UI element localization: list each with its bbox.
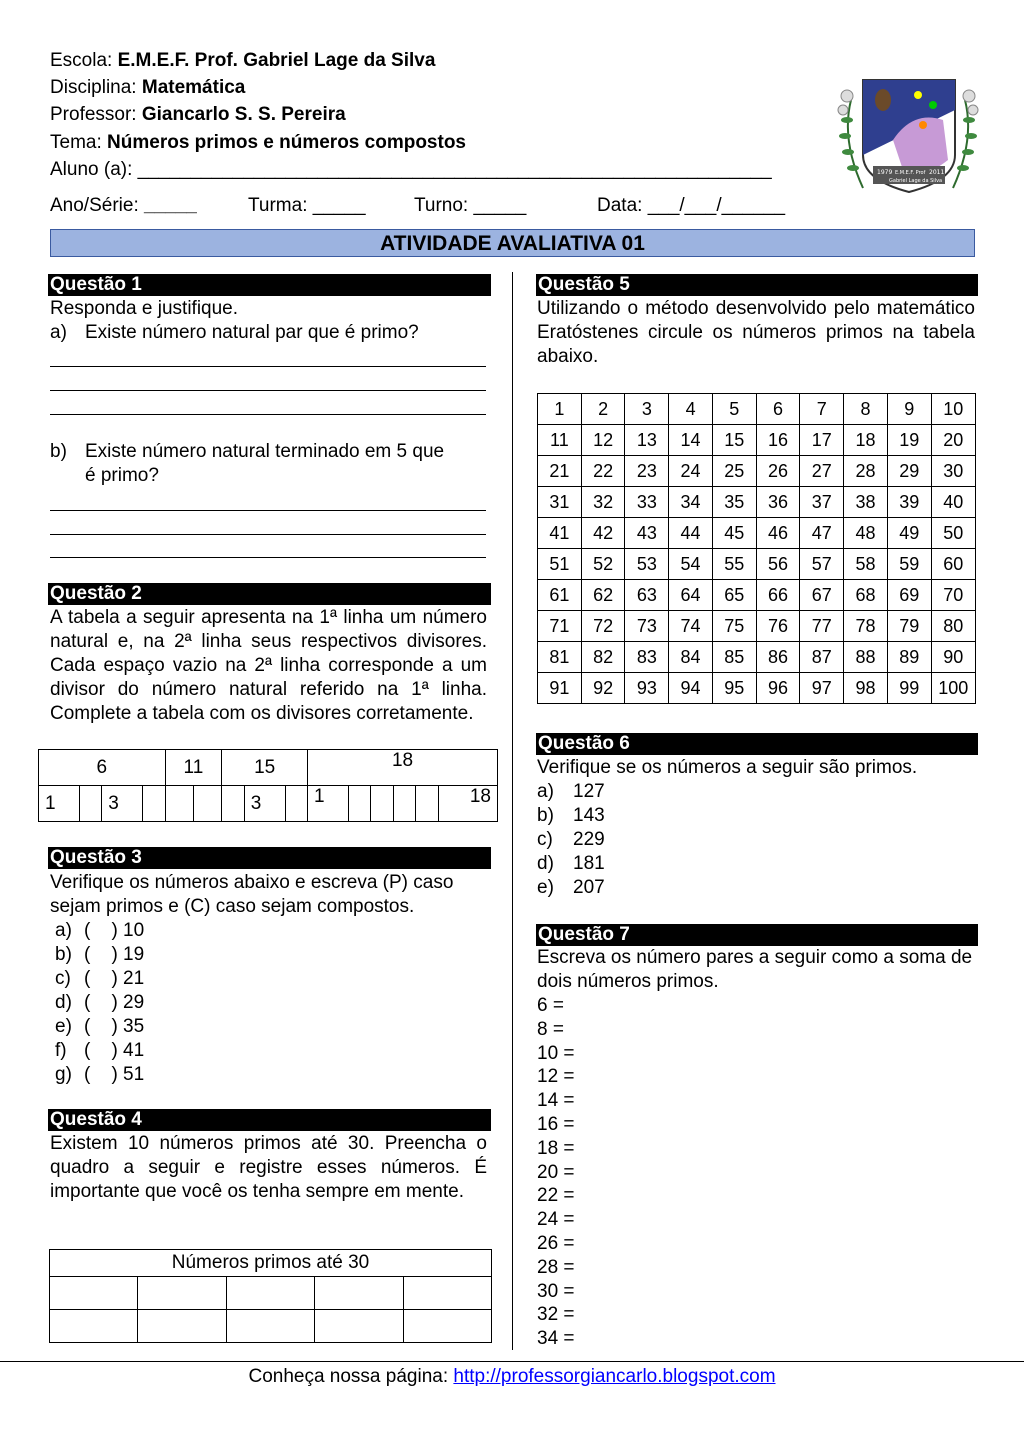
sieve-number[interactable]: 87: [800, 642, 844, 673]
table-cell[interactable]: [315, 1310, 403, 1343]
sieve-number[interactable]: 43: [625, 518, 669, 549]
sieve-number[interactable]: 93: [625, 673, 669, 704]
sieve-number[interactable]: 1: [538, 394, 582, 425]
sieve-number[interactable]: 4: [669, 394, 713, 425]
q6-item-value: 127: [573, 781, 605, 802]
table-cell: 6: [39, 750, 166, 786]
q3-item-value[interactable]: ( ) 51: [84, 1064, 145, 1085]
sieve-number[interactable]: 61: [538, 580, 582, 611]
q6-item-value: 207: [573, 877, 605, 898]
footer-divider: [0, 1361, 1024, 1362]
q5-heading: Questão 5: [536, 274, 978, 296]
sieve-number[interactable]: 69: [887, 580, 931, 611]
sieve-number[interactable]: 42: [581, 518, 625, 549]
sieve-number[interactable]: 96: [756, 673, 800, 704]
school-line: Escola: E.M.E.F. Prof. Gabriel Lage da Silva: [50, 50, 436, 71]
table-cell: 1: [39, 786, 80, 822]
primes-table-title: Números primos até 30: [50, 1250, 492, 1277]
q7-item[interactable]: 30 =: [537, 1280, 575, 1302]
sieve-number[interactable]: 32: [581, 487, 625, 518]
sieve-number[interactable]: 40: [931, 487, 975, 518]
sieve-number[interactable]: 65: [712, 580, 756, 611]
sieve-number[interactable]: 29: [887, 456, 931, 487]
sieve-number[interactable]: 59: [887, 549, 931, 580]
q7-item[interactable]: 8 =: [537, 1018, 564, 1040]
sieve-number[interactable]: 33: [625, 487, 669, 518]
table-cell[interactable]: [222, 786, 245, 822]
q7-item[interactable]: 32 =: [537, 1304, 575, 1326]
sieve-number[interactable]: 19: [887, 425, 931, 456]
q3-item-label: g): [55, 1064, 72, 1085]
sieve-number[interactable]: 73: [625, 611, 669, 642]
sieve-number[interactable]: 76: [756, 611, 800, 642]
q7-item[interactable]: 22 =: [537, 1185, 575, 1207]
page-title: ATIVIDADE AVALIATIVA 01: [50, 229, 975, 257]
q7-text: Escreva os número pares a seguir como a soma de dois números primos.: [537, 947, 973, 992]
sieve-number[interactable]: 24: [669, 456, 713, 487]
divisors-table: [38, 749, 498, 822]
sieve-number[interactable]: 80: [931, 611, 975, 642]
sieve-number[interactable]: 26: [756, 456, 800, 487]
sieve-number[interactable]: 86: [756, 642, 800, 673]
sieve-number[interactable]: 57: [800, 549, 844, 580]
sieve-number[interactable]: 98: [844, 673, 888, 704]
q3-item-value[interactable]: ( ) 29: [84, 992, 145, 1013]
q4-text: Existem 10 números primos até 30. Preencha o quadro a seguir e registre esses números. É importante que você os tenha sempre em mente.: [50, 1133, 487, 1202]
q6-item-label: d): [537, 853, 554, 874]
answer-line[interactable]: [50, 414, 486, 415]
sieve-number[interactable]: 91: [538, 673, 582, 704]
sieve-number[interactable]: 30: [931, 456, 975, 487]
table-cell[interactable]: [143, 786, 166, 822]
q7-item[interactable]: 28 =: [537, 1256, 575, 1278]
q6-item-label: c): [537, 829, 553, 850]
sieve-number[interactable]: 21: [538, 456, 582, 487]
table-cell[interactable]: [226, 1310, 314, 1343]
footer-label: Conheça nossa página:: [248, 1366, 449, 1387]
sieve-number[interactable]: 25: [712, 456, 756, 487]
q1-a-text: Existe número natural par que é primo?: [85, 322, 419, 343]
sieve-number[interactable]: 62: [581, 580, 625, 611]
sieve-number[interactable]: 78: [844, 611, 888, 642]
answer-line[interactable]: [50, 390, 486, 391]
sieve-number[interactable]: 97: [800, 673, 844, 704]
sieve-number[interactable]: 88: [844, 642, 888, 673]
q1-b-text-2: é primo?: [85, 465, 159, 486]
sieve-number[interactable]: 16: [756, 425, 800, 456]
sieve-number[interactable]: 5: [712, 394, 756, 425]
table-cell[interactable]: [138, 1310, 226, 1343]
sieve-number[interactable]: 68: [844, 580, 888, 611]
q7-item[interactable]: 6 =: [537, 995, 564, 1016]
footer: [0, 1366, 1024, 1388]
teacher-name: Giancarlo S. S. Pereira: [141, 104, 346, 125]
sieve-number[interactable]: 38: [844, 487, 888, 518]
table-cell[interactable]: [315, 1277, 403, 1310]
sieve-number[interactable]: 81: [538, 642, 582, 673]
table-cell[interactable]: [50, 1277, 138, 1310]
q3-text: Verifique os números abaixo e escreva (P) caso sejam primos e (C) caso sejam compostos.: [50, 872, 454, 917]
table-cell[interactable]: [285, 786, 308, 822]
sieve-number[interactable]: 46: [756, 518, 800, 549]
q3-item-value[interactable]: ( ) 35: [84, 1016, 145, 1037]
answer-line[interactable]: [50, 366, 486, 367]
sieve-number[interactable]: 48: [844, 518, 888, 549]
sieve-number[interactable]: 64: [669, 580, 713, 611]
sieve-number[interactable]: 54: [669, 549, 713, 580]
q1-heading: Questão 1: [48, 274, 491, 296]
q3-item-label: f): [55, 1040, 67, 1061]
svg-text:1979: 1979: [877, 169, 893, 176]
sieve-number[interactable]: 9: [887, 394, 931, 425]
teacher-line: Professor: Giancarlo S. S. Pereira: [50, 104, 346, 125]
q6-item-value: 143: [573, 805, 605, 826]
sieve-number[interactable]: 37: [800, 487, 844, 518]
q3-item-value[interactable]: ( ) 10: [84, 920, 145, 941]
q7-item[interactable]: 18 =: [537, 1137, 575, 1159]
sieve-number[interactable]: 15: [712, 425, 756, 456]
sieve-number[interactable]: 77: [800, 611, 844, 642]
sieve-number[interactable]: 82: [581, 642, 625, 673]
answer-line[interactable]: [50, 534, 486, 535]
sieve-number[interactable]: 60: [931, 549, 975, 580]
q2-heading: Questão 2: [48, 583, 491, 605]
q1-b-text-1: Existe número natural terminado em 5 que: [85, 441, 445, 462]
q3-item-label: d): [55, 992, 72, 1013]
sieve-number[interactable]: 52: [581, 549, 625, 580]
sieve-number[interactable]: 39: [887, 487, 931, 518]
table-cell: 15: [222, 750, 308, 786]
sieve-number[interactable]: 95: [712, 673, 756, 704]
blog-link[interactable]: http://professorgiancarlo.blogspot.com: [453, 1366, 776, 1387]
theme-line: Tema: Números primos e números compostos: [50, 132, 466, 153]
sieve-number[interactable]: 35: [712, 487, 756, 518]
sieve-number[interactable]: 84: [669, 642, 713, 673]
q1-a-label: a): [50, 322, 67, 343]
sieve-number[interactable]: 51: [538, 549, 582, 580]
discipline-line: Disciplina: Matemática: [50, 77, 246, 98]
sieve-number[interactable]: 71: [538, 611, 582, 642]
q1-intro: Responda e justifique.: [50, 298, 239, 319]
sieve-number[interactable]: 36: [756, 487, 800, 518]
sieve-number[interactable]: 58: [844, 549, 888, 580]
table-cell[interactable]: [403, 1310, 492, 1343]
school-name: E.M.E.F. Prof. Gabriel Lage da Silva: [117, 50, 436, 71]
sieve-number[interactable]: 31: [538, 487, 582, 518]
q4-heading: Questão 4: [48, 1109, 491, 1131]
turno-field[interactable]: Turno: _____: [414, 195, 527, 216]
q6-item-label: b): [537, 805, 554, 826]
table-cell: 18: [438, 786, 497, 822]
column-divider: [512, 272, 513, 1350]
table-cell[interactable]: [348, 786, 371, 822]
sieve-number[interactable]: 100: [931, 673, 975, 704]
sieve-number[interactable]: 94: [669, 673, 713, 704]
q5-text: Utilizando o método desenvolvido pelo matemático Eratóstenes circule os números primos na tabela abaixo.: [537, 298, 975, 367]
answer-line[interactable]: [50, 557, 486, 558]
sieve-number[interactable]: 27: [800, 456, 844, 487]
sieve-number[interactable]: 3: [625, 394, 669, 425]
sieve-number[interactable]: 20: [931, 425, 975, 456]
q2-text: A tabela a seguir apresenta na 1ª linha um número natural e, na 2ª linha seus respectivos divisores. Cada espaço vazio na 2ª linha corresponde a um divisor do número natural referido na 1ª linha. Complete a tabela com os divisores corretamente.: [50, 607, 487, 724]
table-cell[interactable]: [393, 786, 416, 822]
q3-item-value[interactable]: ( ) 21: [84, 968, 145, 989]
date-field[interactable]: Data: ___/___/______: [597, 195, 786, 216]
table-cell[interactable]: [50, 1310, 138, 1343]
q7-item[interactable]: 16 =: [537, 1114, 575, 1135]
svg-text:2011: 2011: [929, 169, 945, 176]
turma-field[interactable]: Turma: _____: [248, 195, 366, 216]
sieve-number[interactable]: 2: [581, 394, 625, 425]
theme-name: Números primos e números compostos: [107, 132, 466, 153]
table-cell[interactable]: [416, 786, 439, 822]
table-cell[interactable]: [403, 1277, 492, 1310]
sieve-number[interactable]: 99: [887, 673, 931, 704]
table-cell[interactable]: [165, 786, 193, 822]
sieve-table: [537, 393, 976, 704]
sieve-number[interactable]: 22: [581, 456, 625, 487]
sieve-number[interactable]: 90: [931, 642, 975, 673]
table-cell[interactable]: [371, 786, 394, 822]
sieve-number[interactable]: 10: [931, 394, 975, 425]
table-cell: 3: [102, 786, 143, 822]
sieve-number[interactable]: 6: [756, 394, 800, 425]
sieve-number[interactable]: 75: [712, 611, 756, 642]
sieve-number[interactable]: 63: [625, 580, 669, 611]
q6-item-label: a): [537, 781, 554, 802]
q3-item-label: a): [55, 920, 72, 941]
q3-item-label: c): [55, 968, 71, 989]
sieve-number[interactable]: 55: [712, 549, 756, 580]
sieve-number[interactable]: 83: [625, 642, 669, 673]
sieve-number[interactable]: 74: [669, 611, 713, 642]
sieve-number[interactable]: 67: [800, 580, 844, 611]
svg-text:Gabriel Lage da Silva: Gabriel Lage da Silva: [889, 178, 943, 184]
sieve-number[interactable]: 50: [931, 518, 975, 549]
sieve-number[interactable]: 79: [887, 611, 931, 642]
q3-item-label: e): [55, 1016, 72, 1037]
sieve-number[interactable]: 23: [625, 456, 669, 487]
q7-item[interactable]: 10 =: [537, 1042, 575, 1064]
ano-serie[interactable]: Ano/Série: _____: [50, 195, 197, 216]
sieve-number[interactable]: 47: [800, 518, 844, 549]
sieve-number[interactable]: 66: [756, 580, 800, 611]
q7-heading: Questão 7: [536, 924, 978, 946]
svg-text:E.M.E.F. Prof: E.M.E.F. Prof: [895, 170, 926, 176]
q7-item[interactable]: 12 =: [537, 1066, 575, 1088]
sieve-number[interactable]: 11: [538, 425, 582, 456]
q6-item-value: 229: [573, 829, 605, 850]
table-cell[interactable]: [226, 1277, 314, 1310]
sieve-number[interactable]: 28: [844, 456, 888, 487]
q3-heading: Questão 3: [48, 847, 491, 869]
sieve-number[interactable]: 41: [538, 518, 582, 549]
sieve-number[interactable]: 14: [669, 425, 713, 456]
table-cell[interactable]: [193, 786, 221, 822]
answer-line[interactable]: [50, 510, 486, 511]
primes-table: [49, 1249, 492, 1343]
sieve-number[interactable]: 56: [756, 549, 800, 580]
sieve-number[interactable]: 12: [581, 425, 625, 456]
q7-item[interactable]: 20 =: [537, 1161, 575, 1183]
sieve-number[interactable]: 89: [887, 642, 931, 673]
table-cell: 3: [244, 786, 285, 822]
sieve-number[interactable]: 92: [581, 673, 625, 704]
table-cell[interactable]: [138, 1277, 226, 1310]
table-cell: 11: [165, 750, 222, 786]
q7-item[interactable]: 24 =: [537, 1209, 575, 1231]
sieve-number[interactable]: 7: [800, 394, 844, 425]
sieve-number[interactable]: 85: [712, 642, 756, 673]
table-cell[interactable]: [79, 786, 102, 822]
table-cell: 1: [308, 786, 349, 822]
q7-item[interactable]: 34 =: [537, 1328, 575, 1350]
q3-item-value[interactable]: ( ) 41: [84, 1040, 145, 1061]
q6-item-value: 181: [573, 853, 605, 874]
q6-heading: Questão 6: [536, 733, 978, 755]
sieve-number[interactable]: 70: [931, 580, 975, 611]
q6-item-label: e): [537, 877, 554, 898]
sieve-number[interactable]: 13: [625, 425, 669, 456]
school-logo: [833, 70, 983, 205]
sieve-number[interactable]: 34: [669, 487, 713, 518]
q3-item-label: b): [55, 944, 72, 965]
sieve-number[interactable]: 44: [669, 518, 713, 549]
q7-item[interactable]: 26 =: [537, 1233, 575, 1254]
sieve-number[interactable]: 17: [800, 425, 844, 456]
discipline-name: Matemática: [141, 77, 246, 98]
student-line[interactable]: Aluno (a): ____________________________________________________________: [50, 159, 772, 180]
q3-item-value[interactable]: ( ) 19: [84, 944, 145, 965]
sieve-number[interactable]: 72: [581, 611, 625, 642]
table-cell: 18: [308, 750, 498, 786]
sieve-number[interactable]: 45: [712, 518, 756, 549]
q7-item[interactable]: 14 =: [537, 1090, 575, 1112]
sieve-number[interactable]: 18: [844, 425, 888, 456]
sieve-number[interactable]: 53: [625, 549, 669, 580]
sieve-number[interactable]: 49: [887, 518, 931, 549]
q1-b-label: b): [50, 441, 67, 462]
q6-text: Verifique se os números a seguir são primos.: [537, 757, 918, 778]
sieve-number[interactable]: 8: [844, 394, 888, 425]
